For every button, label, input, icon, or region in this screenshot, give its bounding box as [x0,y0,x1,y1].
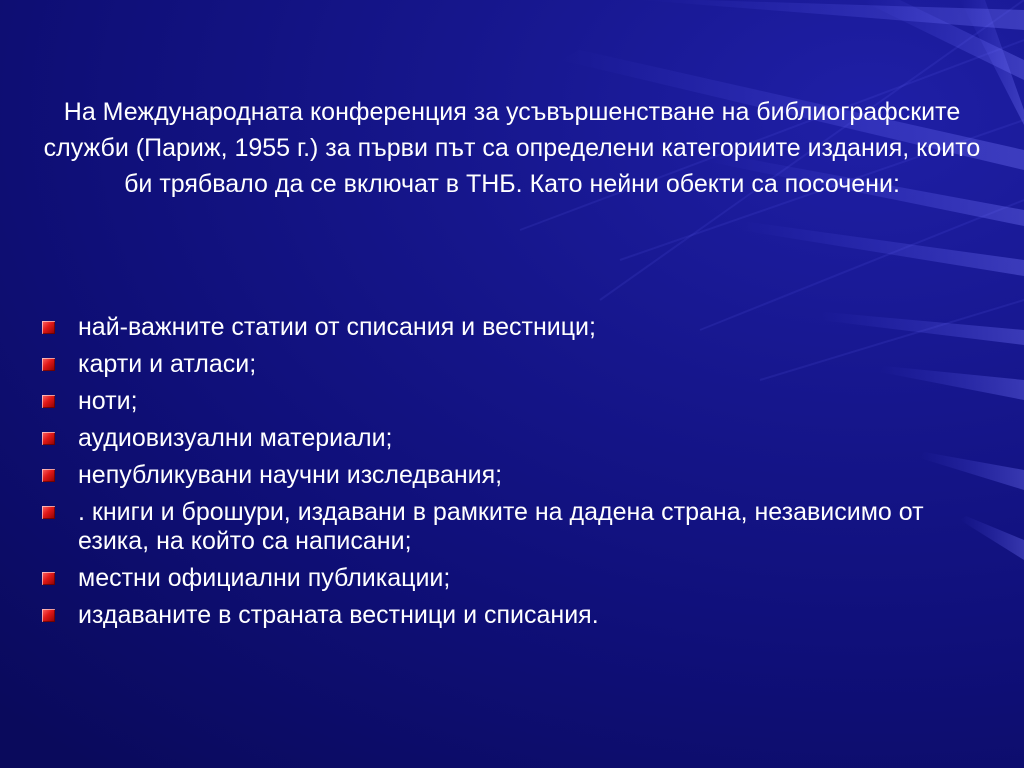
list-item [38,387,978,416]
list-item-text: непубликувани научни изследвания; [78,461,503,489]
square-bullet-icon [42,506,55,519]
list-item [38,313,978,342]
list-item [38,564,978,593]
square-bullet-icon [42,469,55,482]
list-item [38,498,978,556]
square-bullet-icon [42,321,55,334]
list-item-text: карти и атласи; [78,350,257,378]
list-item [38,461,978,490]
square-bullet-icon [42,609,55,622]
list-item [38,424,978,453]
list-item-text: ноти; [78,387,138,415]
slide-title: На Международната конференция за усъвършенстване на библиографските служби (Париж, 1955 г.) за първи път са определени категориите издания, които би трябвало да се включат в ТНБ. Като нейни обекти са посочени: [43,98,981,198]
list-item-text: най-важните статии от списания и вестници; [78,313,596,341]
list-item-text: местни официални публикации; [78,564,451,592]
square-bullet-icon [42,395,55,408]
list-item-text: . книги и брошури, издавани в рамките на дадена страна, независимо от езика, на който са написани; [78,498,924,555]
square-bullet-icon [42,432,55,445]
list-item-text: аудиовизуални материали; [78,424,393,452]
bullet-list [38,313,978,638]
square-bullet-icon [42,358,55,371]
list-item-text: издаваните в страната вестници и списания. [78,601,599,629]
list-item [38,601,978,630]
square-bullet-icon [42,572,55,585]
list-item [38,350,978,379]
